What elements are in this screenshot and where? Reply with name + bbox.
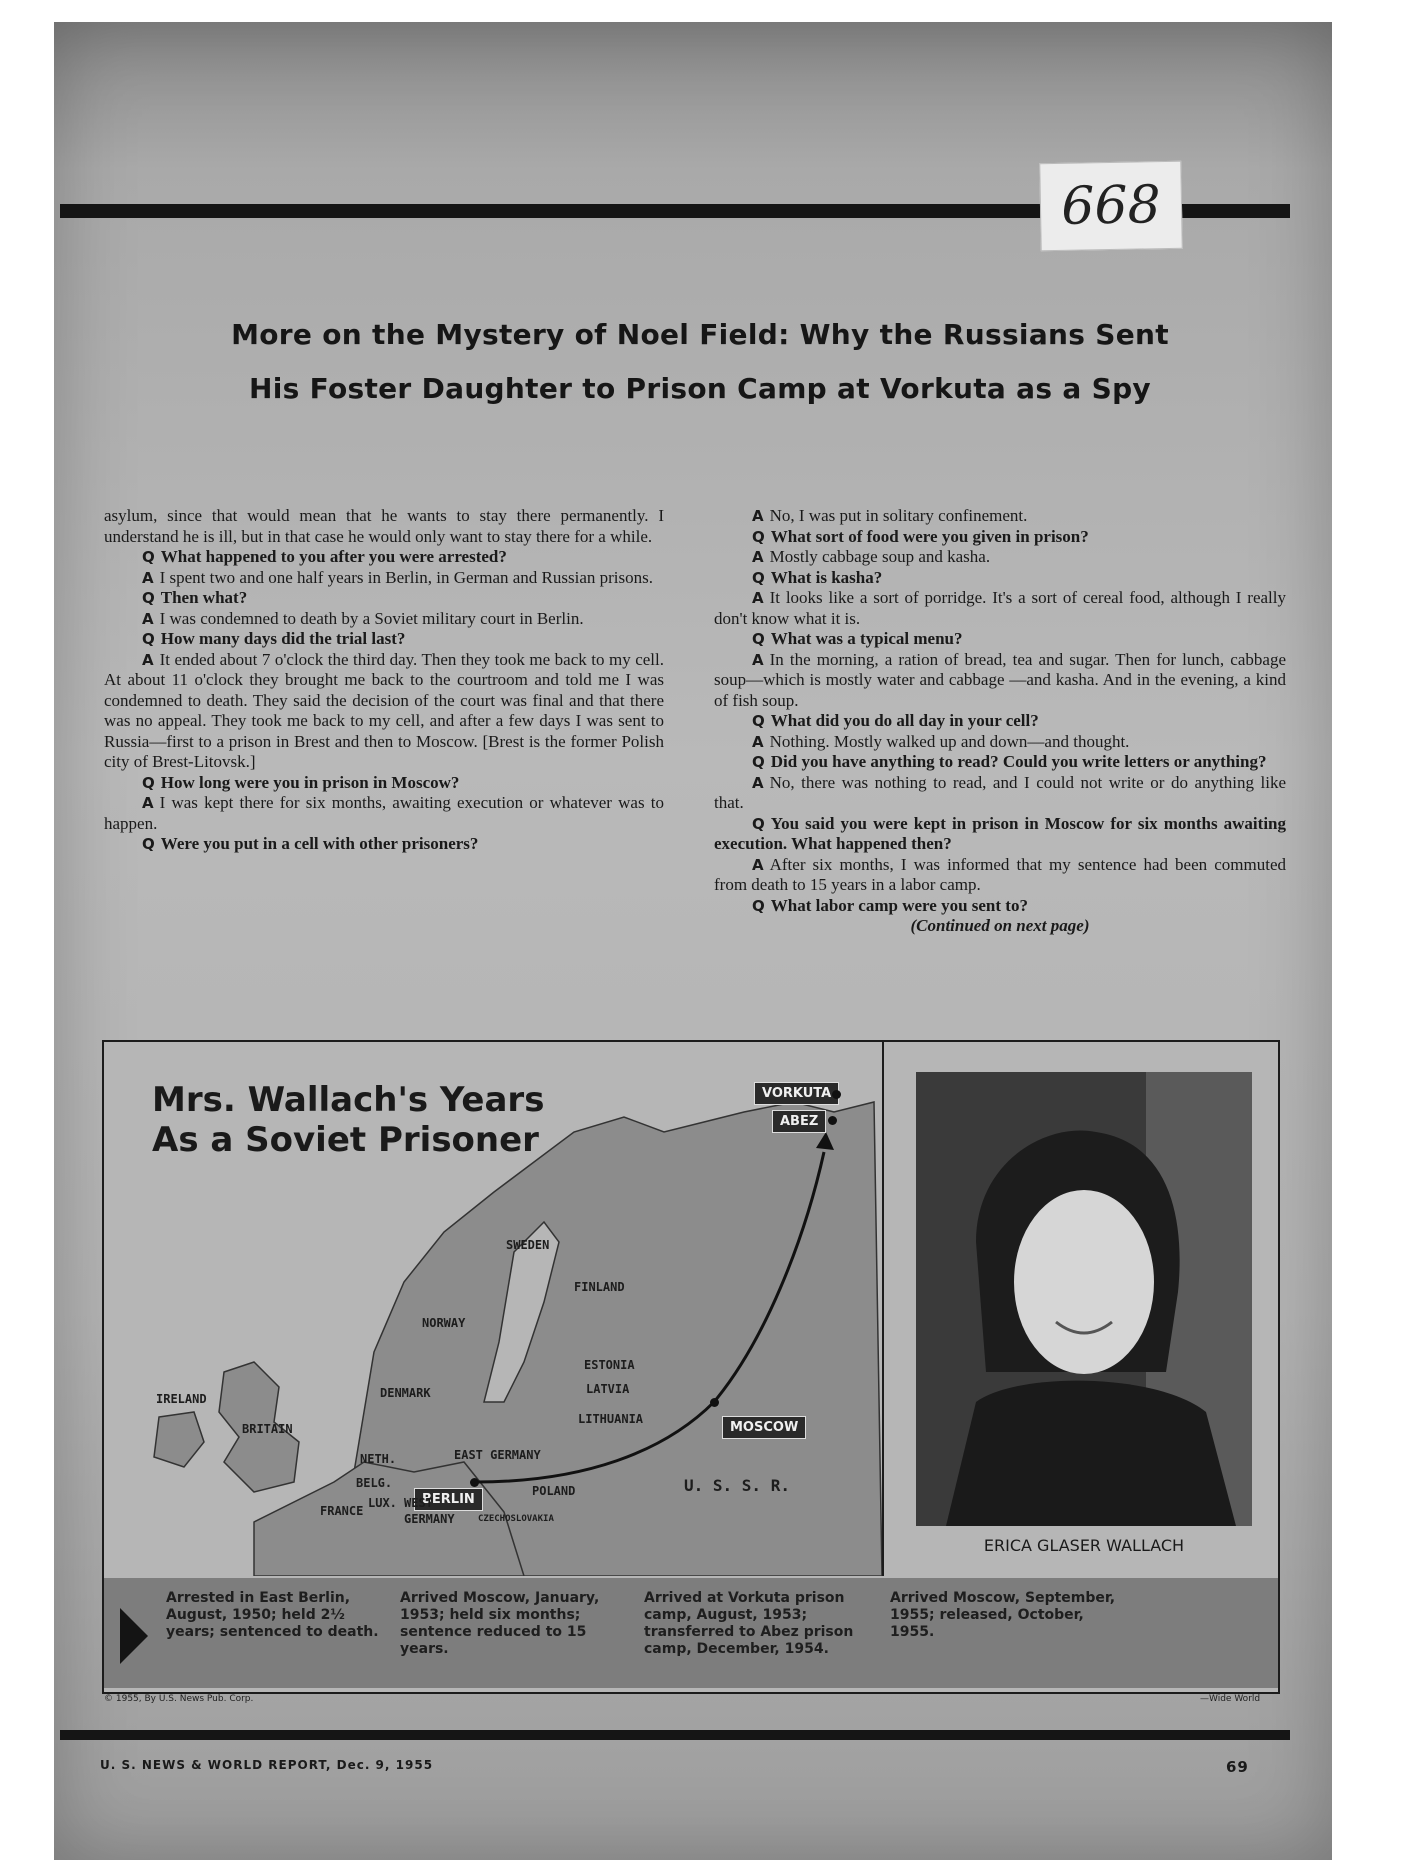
question: Q Were you put in a cell with other prisoners? <box>142 834 479 853</box>
label-ussr: U. S. S. R. <box>684 1476 790 1495</box>
page-number: 69 <box>1226 1758 1249 1776</box>
label-finland: FINLAND <box>574 1280 625 1294</box>
marker-berlin <box>470 1478 479 1487</box>
bottom-rule <box>60 1730 1290 1740</box>
question: Q Then what? <box>142 588 248 607</box>
marker-moscow <box>710 1398 719 1407</box>
label-britain: BRITAIN <box>242 1422 293 1436</box>
label-neth: NETH. <box>360 1452 397 1466</box>
label-vorkuta: VORKUTA <box>754 1082 839 1105</box>
copyright-note: © 1955, By U.S. News Pub. Corp. <box>104 1694 254 1704</box>
label-sweden: SWEDEN <box>506 1238 550 1252</box>
timeline-strip <box>104 1578 1278 1688</box>
label-berlin: BERLIN <box>414 1488 483 1511</box>
question: Q What was a typical menu? <box>752 629 963 648</box>
continued-note: (Continued on next page) <box>910 916 1090 935</box>
answer: A It ended about 7 o'clock the third day. Then they took me back to my cell. At about 11 o'clock they brought me back to the courtroom and told me I was condemned to death. They said the decision of the court was final and that there was no appeal. They took me back to my cell, and after a few days I was sent to Russia—first to a prison in Brest and then to Moscow. [Brest is the former Polish city of Brest-Litovsk.] <box>104 649 664 771</box>
timeline-item: Arrested in East Berlin, August, 1950; held 2½ years; sentenced to death. <box>166 1590 379 1640</box>
label-lithuania: LITHUANIA <box>578 1412 644 1426</box>
headline-line-2: His Foster Daughter to Prison Camp at Vorkuta as a Spy <box>249 372 1151 405</box>
right-column <box>714 506 1286 937</box>
left-column <box>104 506 664 855</box>
answer: A After six months, I was informed that my sentence had been commuted from death to 15 years in a labor camp. <box>714 854 1286 894</box>
headline <box>110 308 1290 416</box>
label-moscow: MOSCOW <box>722 1416 806 1439</box>
paragraph: asylum, since that would mean that he wants to stay there permanently. I understand he is ill, but in that case he would only want to stay there for a while. <box>104 506 664 546</box>
label-france: FRANCE <box>320 1504 364 1518</box>
timeline-item: Arrived Moscow, January, 1953; held six months; sentence reduced to 15 years. <box>400 1590 600 1657</box>
label-latvia: LATVIA <box>586 1382 630 1396</box>
question: Q You said you were kept in prison in Moscow for six months awaiting execution. What happened then? <box>714 813 1286 853</box>
answer: A I was kept there for six months, awaiting execution or whatever was to happen. <box>104 793 664 833</box>
label-norway: NORWAY <box>422 1316 466 1330</box>
label-west-germany-1: WEST <box>404 1496 433 1510</box>
top-rule-right <box>1180 204 1290 218</box>
timeline-item: Arrived Moscow, September, 1955; released, October, 1955. <box>890 1590 1116 1640</box>
answer: A It looks like a sort of porridge. It's a sort of cereal food, although I really don't know what it is. <box>714 588 1286 628</box>
label-belg: BELG. <box>356 1476 393 1490</box>
map-title: Mrs. Wallach's Years As a Soviet Prisoner <box>152 1080 545 1160</box>
answer: A I was condemned to death by a Soviet military court in Berlin. <box>142 608 584 628</box>
label-estonia: ESTONIA <box>584 1358 635 1372</box>
answer: A No, there was nothing to read, and I could not write or do anything like that. <box>714 772 1286 812</box>
label-abez: ABEZ <box>772 1110 826 1133</box>
portrait-graphic <box>916 1072 1252 1526</box>
label-east-germany: EAST GERMANY <box>454 1448 541 1462</box>
marker-abez <box>828 1116 837 1125</box>
answer: A No, I was put in solitary confinement. <box>752 506 1028 525</box>
photo-credit: —Wide World <box>1200 1694 1261 1704</box>
europe-map <box>104 1042 884 1576</box>
page-stamp: 668 <box>1039 161 1183 251</box>
marker-vorkuta <box>832 1090 841 1099</box>
photo-caption: ERICA GLASER WALLACH <box>983 1536 1185 1555</box>
label-denmark: DENMARK <box>380 1386 431 1400</box>
question: Q What is kasha? <box>752 567 883 587</box>
play-arrow-icon <box>120 1608 148 1664</box>
question: Q What sort of food were you given in prison? <box>752 526 1089 546</box>
publication-line: U. S. NEWS & WORLD REPORT, Dec. 9, 1955 <box>100 1758 434 1772</box>
label-lux: LUX. <box>368 1496 397 1510</box>
label-west-germany-2: GERMANY <box>404 1512 455 1526</box>
label-czechoslovakia: CZECHOSLOVAKIA <box>478 1514 554 1524</box>
question: Q Did you have anything to read? Could you write letters or anything? <box>752 752 1267 771</box>
portrait-face <box>1014 1190 1154 1374</box>
question: Q How long were you in prison in Moscow? <box>142 772 460 792</box>
headline-line-1: More on the Mystery of Noel Field: Why the Russians Sent <box>231 318 1169 351</box>
label-ireland: IRELAND <box>156 1392 207 1406</box>
map-figure <box>102 1040 1280 1694</box>
question: Q What labor camp were you sent to? <box>752 895 1028 915</box>
answer: A In the morning, a ration of bread, tea and sugar. Then for lunch, cabbage soup—which is mostly water and cabbage —and kasha. And in the evening, a kind of fish soup. <box>714 649 1286 710</box>
label-poland: POLAND <box>532 1484 576 1498</box>
answer: A Nothing. Mostly walked up and down—and thought. <box>752 731 1130 751</box>
question: Q How many days did the trial last? <box>142 629 406 648</box>
question: Q What happened to you after you were arrested? <box>142 547 507 566</box>
timeline-item: Arrived at Vorkuta prison camp, August, 1953; transferred to Abez prison camp, December, 1954. <box>644 1590 854 1657</box>
portrait-photo <box>916 1072 1252 1526</box>
answer: A I spent two and one half years in Berlin, in German and Russian prisons. <box>142 567 653 587</box>
top-rule <box>60 204 1050 218</box>
answer: A Mostly cabbage soup and kasha. <box>752 547 991 566</box>
landmass-ireland <box>154 1412 204 1467</box>
question: Q What did you do all day in your cell? <box>752 711 1039 730</box>
